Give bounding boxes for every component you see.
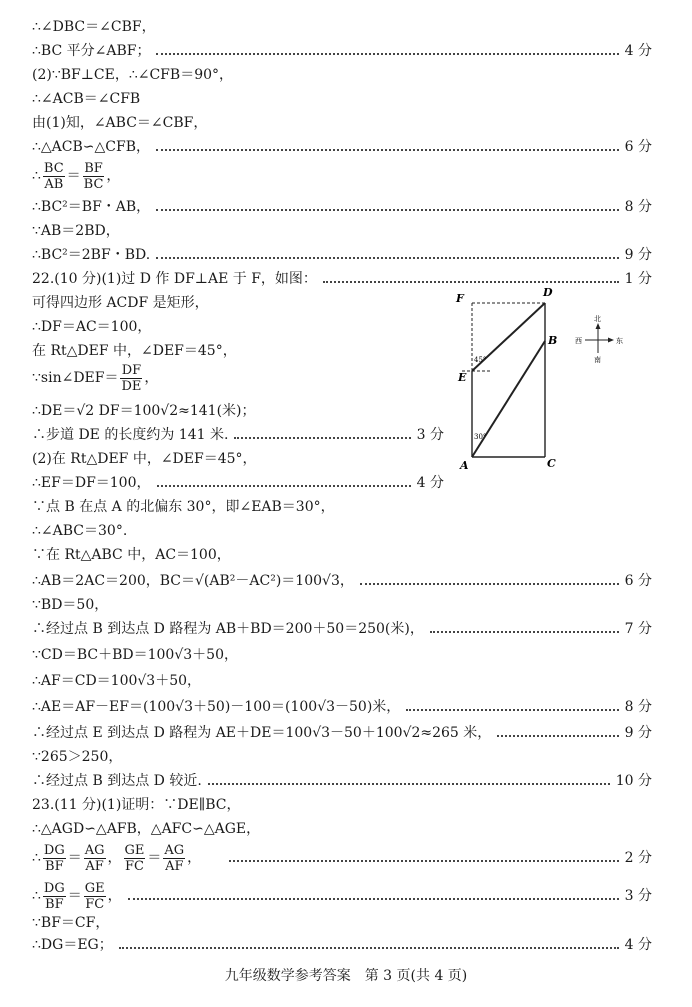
label-b: B [548, 334, 558, 347]
fraction-sin-def: ∵sin∠DEF＝ $\frac{DF}{DE}$ ， [32, 362, 159, 394]
line-9: ∴BC²＝2BF・BD. 9 分 [32, 247, 652, 263]
line-17: (2)在 Rt△DEF 中，∠DEF＝45°， [32, 451, 257, 467]
compass-east: 东 [616, 337, 623, 345]
line-30: ∴经过点 B 到达点 D 较近. 10 分 [32, 773, 652, 789]
line-3: ∴∠ACB＝∠CFB [32, 91, 141, 107]
line-22: ∴AB＝2AC＝200，BC＝√(AB²－AC²)＝100√3， 6 分 [32, 573, 652, 589]
line-26: ∴AF＝CD＝100√3＋50， [32, 673, 202, 689]
label-f: F [456, 292, 464, 305]
line-36: ∴DG＝EG； 4 分 [32, 937, 652, 953]
line-31: 23.(11 分)(1)证明：∵DE∥BC， [32, 797, 241, 813]
fraction-bc-ab: ∴ $\frac{BC}{AB}$ ＝ $\frac{BF}{BC}$ ， [32, 160, 121, 192]
line-21: ∵在 Rt△ABC 中，AC＝100， [32, 547, 231, 563]
line-11: 可得四边形 ACDF 是矩形， [32, 295, 209, 311]
line-1: ∴BC 平分∠ABF； 4 分 [32, 43, 652, 59]
line-13: 在 Rt△DEF 中，∠DEF＝45°， [32, 343, 237, 359]
line-7: ∴BC²＝BF・AB， 8 分 [32, 199, 652, 215]
angle-30: 30° [474, 433, 487, 441]
line-16: ∴步道 DE 的长度约为 141 米. 3 分 [32, 427, 444, 443]
line-20: ∴∠ABC＝30°. [32, 523, 128, 539]
page-footer: 九年级数学参考答案 第 3 页(共 4 页) [224, 968, 468, 984]
compass-south: 南 [594, 356, 601, 364]
line-29: ∵265＞250， [32, 749, 123, 765]
line-15: ∴DE＝√2 DF＝100√2≈141(米)； [32, 403, 256, 419]
line-19: ∵点 B 在点 A 的北偏东 30°，即∠EAB＝30°， [32, 499, 335, 515]
fraction-dg-bf-ag-af: ∴ $\frac{DG}{BF}$ ＝ $\frac{AG}{AF}$ ， $\frac{GE}{FC}$ ＝ $\frac{AG}{AF}$ ， 2 分 [32, 842, 652, 874]
line-10: 22.(10 分)(1)过 D 作 DF⊥AE 于 F，如图： 1 分 [32, 271, 652, 287]
compass-north: 北 [594, 315, 601, 323]
line-18: ∴EF＝DF＝100， 4 分 [32, 475, 444, 491]
line-27: ∴AE＝AF－EF＝(100√3＋50)－100＝(100√3－50)米， 8 分 [32, 699, 652, 715]
label-d: D [543, 286, 553, 299]
line-12: ∴DF＝AC＝100， [32, 319, 152, 335]
angle-45: 45° [474, 356, 487, 364]
line-32: ∴△AGD∽△AFB，△AFC∽△AGE， [32, 821, 261, 837]
compass-west: 西 [575, 337, 582, 345]
line-2: (2)∵BF⊥CE，∴∠CFB＝90°， [32, 67, 234, 83]
fraction-dg-ge: ∴ $\frac{DG}{BF}$ ＝ $\frac{GE}{FC}$ ， 3 分 [32, 880, 652, 912]
compass-icon [585, 323, 614, 353]
line-24: ∴经过点 B 到达点 D 路程为 AB＋BD＝200＋50＝250(米)， 7 分 [32, 621, 652, 637]
line-25: ∵CD＝BC＋BD＝100√3＋50， [32, 647, 238, 663]
line-0: ∴∠DBC＝∠CBF， [32, 19, 156, 35]
line-35: ∵BF＝CF， [32, 915, 110, 931]
geometry-diagram [448, 285, 658, 475]
label-a: A [460, 459, 469, 472]
line-23: ∵BD＝50， [32, 597, 109, 613]
label-c: C [547, 457, 556, 470]
line-28: ∴经过点 E 到达点 D 路程为 AE＋DE＝100√3－50＋100√2≈265 米， 9 分 [32, 725, 652, 741]
line-4: 由(1)知，∠ABC＝∠CBF， [32, 115, 208, 131]
line-8: ∵AB＝2BD， [32, 223, 120, 239]
line-5: ∴△ACB∽△CFB， 6 分 [32, 139, 652, 155]
label-e: E [458, 371, 467, 384]
